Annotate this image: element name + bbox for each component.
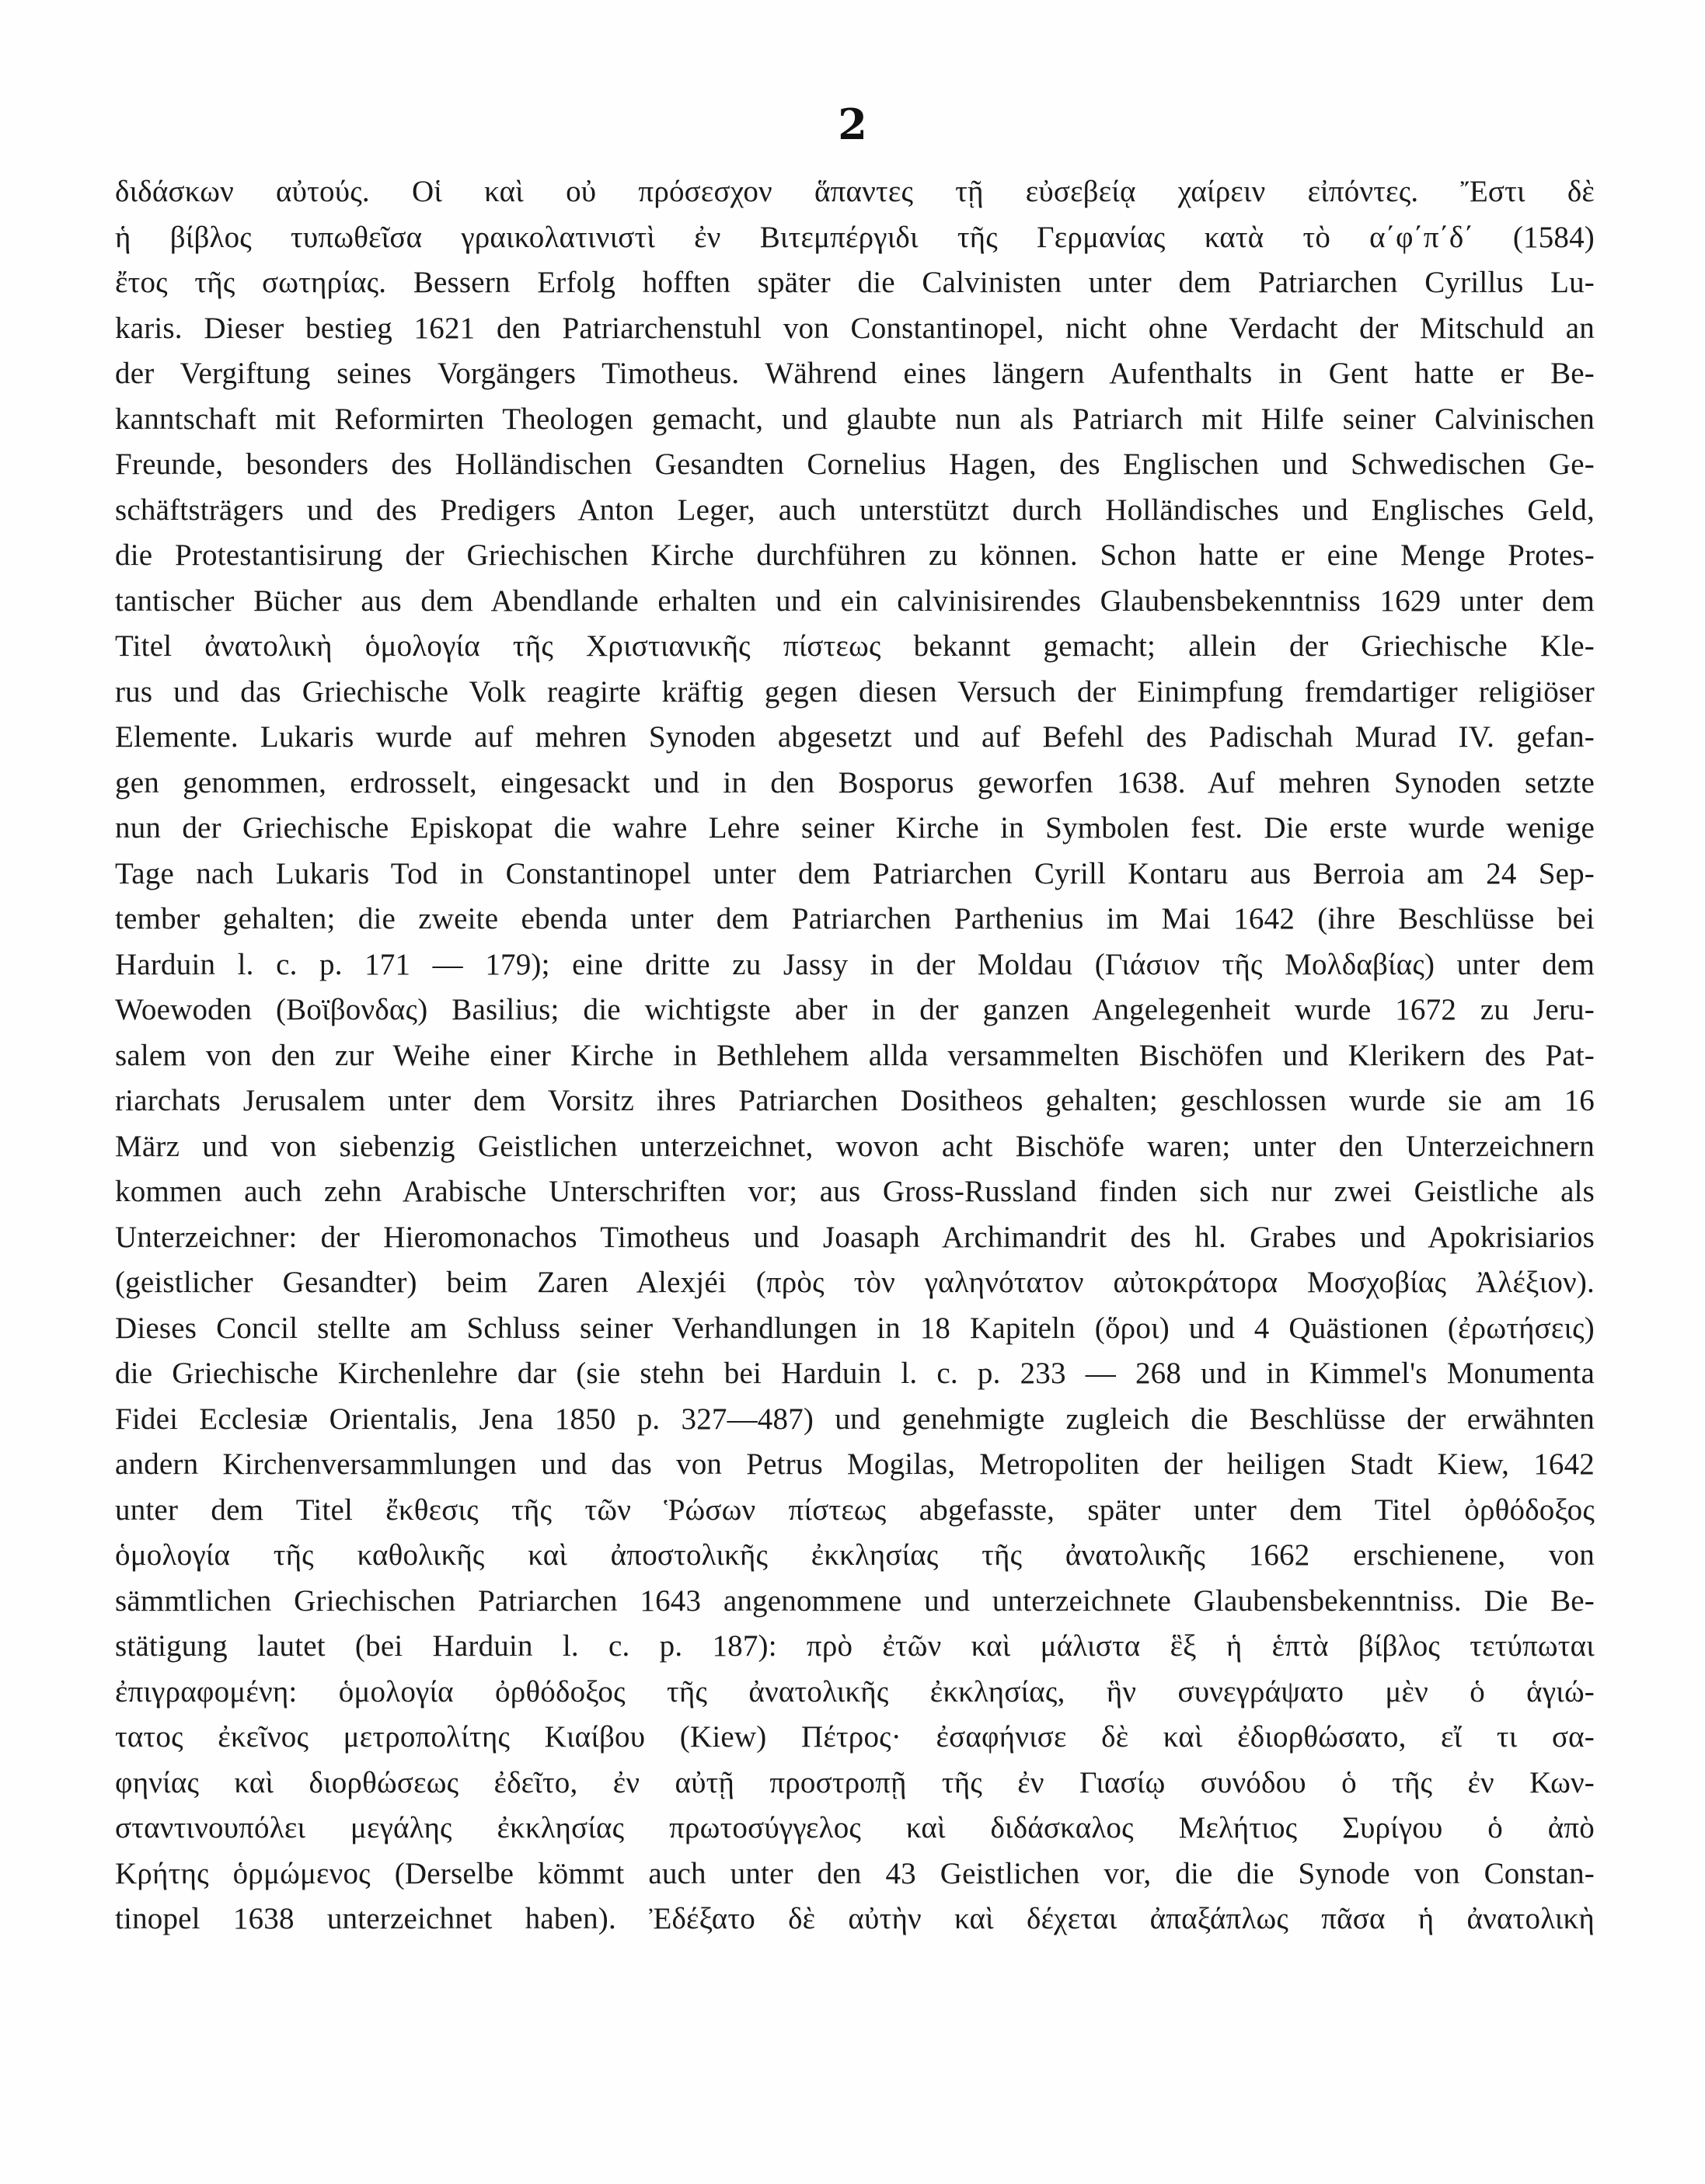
body-text <box>115 169 1595 1942</box>
text-line: tinopel 1638 unterzeichnet haben). Ἐδέξατο δὲ αὐτὴν καὶ δέχεται ἀπαξάπλως πᾶσα ἡ ἀνατολικὴ <box>115 1902 1595 1935</box>
text-line: Unterzeichner: der Hieromonachos Timotheus und Joasaph Archimandrit des hl. Grabes und Apokrisiarios <box>115 1220 1595 1254</box>
text-line: stätigung lautet (bei Harduin l. c. p. 187): πρὸ ἐτῶν καὶ μάλιστα ἓξ ἡ ἑπτὰ βίβλος τετύπωται <box>115 1629 1595 1663</box>
text-line: διδάσκων αὐτούς. Οἱ καὶ οὐ πρόσεσχον ἅπαντες τῇ εὐσεβείᾳ χαίρειν εἰπόντες. Ἔστι δὲ <box>115 175 1595 208</box>
text-line: der Vergiftung seines Vorgängers Timotheus. Während eines längern Aufenthalts in Gent hatte er Be- <box>115 357 1595 390</box>
text-line: rus und das Griechische Volk reagirte kräftig gegen diesen Versuch der Einimpfung fremdartiger religiöser <box>115 674 1595 709</box>
text-line: kanntschaft mit Reformirten Theologen gemacht, und glaubte nun als Patriarch mit Hilfe seiner Calvinischen <box>115 402 1595 436</box>
text-line: andern Kirchenversammlungen und das von Petrus Mogilas, Metropoliten der heiligen Stadt Kiew, 1642 <box>115 1447 1595 1481</box>
text-line: Dieses Concil stellte am Schluss seiner Verhandlungen in 18 Kapiteln (ὅροι) und 4 Quästionen (ἐρωτήσεις) <box>115 1311 1595 1345</box>
text-line: nun der Griechische Episkopat die wahre Lehre seiner Kirche in Symbolen fest. Die erste wurde wenige <box>115 811 1595 845</box>
text-line: Titel ἀνατολικὴ ὁμολογία τῆς Χριστιανικῆς πίστεως bekannt gemacht; allein der Griechische Kle- <box>115 629 1595 663</box>
text-line: (geistlicher Gesandter) beim Zaren Alexjéi (πρὸς τὸν γαληνότατον αὐτοκράτορα Μοσχοβίας Ἀλέξιον). <box>115 1266 1595 1299</box>
text-line: tember gehalten; die zweite ebenda unter dem Patriarchen Parthenius im Mai 1642 (ihre Beschlüsse bei <box>115 902 1595 935</box>
text-line: gen genommen, erdrosselt, eingesackt und in den Bosporus geworfen 1638. Auf mehren Synoden setzte <box>115 765 1595 799</box>
text-line: karis. Dieser bestieg 1621 den Patriarchenstuhl von Constantinopel, nicht ohne Verdacht der Mitschuld an <box>115 311 1595 345</box>
text-line: Fidei Ecclesiæ Orientalis, Jena 1850 p. 327—487) und genehmigte zugleich die Beschlüsse der erwähnten <box>115 1402 1595 1436</box>
text-line: τατος ἐκεῖνος μετροπολίτης Κιαίβου (Kiew) Πέτρος· ἐσαφήνισε δὲ καὶ ἐδιορθώσατο, εἴ τι σα- <box>115 1720 1595 1754</box>
text-line: tantischer Bücher aus dem Abendlande erhalten und ein calvinisirendes Glaubensbekenntniss 1629 unter dem <box>115 583 1595 618</box>
text-line: ἐπιγραφομένη: ὁμολογία ὀρθόδοξος τῆς ἀνατολικῆς ἐκκλησίας, ἣν συνεγράψατο μὲν ὁ ἁγιώ- <box>115 1674 1595 1709</box>
text-line: Elemente. Lukaris wurde auf mehren Synoden abgesetzt und auf Befehl des Padischah Murad IV. gefan- <box>115 720 1595 754</box>
text-line: Freunde, besonders des Holländischen Gesandten Cornelius Hagen, des Englischen und Schwedischen Ge- <box>115 448 1595 481</box>
text-line: sämmtlichen Griechischen Patriarchen 1643 angenommene und unterzeichnete Glaubensbekenntniss. Die Be- <box>115 1583 1595 1618</box>
text-line: φηνίας καὶ διορθώσεως ἐδεῖτο, ἐν αὐτῇ προστροπῇ τῆς ἐν Γιασίῳ συνόδου ὁ τῆς ἐν Κων- <box>115 1765 1595 1799</box>
text-line: die Griechische Kirchenlehre dar (sie stehn bei Harduin l. c. p. 233 — 268 und in Kimmel's Monumenta <box>115 1357 1595 1390</box>
text-line: unter dem Titel ἔκθεσις τῆς τῶν Ῥώσων πίστεως abgefasste, später unter dem Titel ὀρθόδοξος <box>115 1493 1595 1527</box>
text-line: ἡ βίβλος τυπωθεῖσα γραικολατινιστὶ ἐν Βιτεμπέργιδι τῆς Γερμανίας κατὰ τὸ α΄φ΄π΄δ΄ (1584) <box>115 220 1595 254</box>
text-line: die Protestantisirung der Griechischen Kirche durchführen zu können. Schon hatte er eine Menge Protes- <box>115 538 1595 572</box>
text-line: kommen auch zehn Arabische Unterschriften vor; aus Gross-Russland finden sich nur zwei Geistliche als <box>115 1175 1595 1208</box>
text-line: riarchats Jerusalem unter dem Vorsitz ihres Patriarchen Dositheos gehalten; geschlossen wurde sie am 16 <box>115 1084 1595 1117</box>
text-line: Κρήτης ὁρμώμενος (Derselbe kömmt auch unter den 43 Geistlichen vor, die die Synode von Constan- <box>115 1856 1595 1890</box>
text-line: Woewoden (Βοϊβονδας) Basilius; die wichtigste aber in der ganzen Angelegenheit wurde 1672 zu Jeru- <box>115 993 1595 1026</box>
text-line: salem von den zur Weihe einer Kirche in Bethlehem allda versammelten Bischöfen und Klerikern des Pat- <box>115 1038 1595 1072</box>
text-line: σταντινουπόλει μεγάλης ἐκκλησίας πρωτοσύγγελος καὶ διδάσκαλος Μελήτιος Συρίγου ὁ ἀπὸ <box>115 1811 1595 1844</box>
text-line: ὁμολογία τῆς καθολικῆς καὶ ἀποστολικῆς ἐκκλησίας τῆς ἀνατολικῆς 1662 erschienene, von <box>115 1538 1595 1572</box>
text-line: ἔτος τῆς σωτηρίας. Bessern Erfolg hofften später die Calvinisten unter dem Patriarchen Cyrillus Lu- <box>115 266 1595 299</box>
text-line: schäftsträgers und des Predigers Anton Leger, auch unterstützt durch Holländisches und Englisches Geld, <box>115 493 1595 527</box>
text-line: Tage nach Lukaris Tod in Constantinopel unter dem Patriarchen Cyrill Kontaru aus Berroia am 24 Sep- <box>115 856 1595 890</box>
text-line: März und von siebenzig Geistlichen unterzeichnet, wovon acht Bischöfe waren; unter den Unterzeichnern <box>115 1129 1595 1163</box>
text-line: Harduin l. c. p. 171 — 179); eine dritte zu Jassy in der Moldau (Γιάσιον τῆς Μολδαβίας) unter dem <box>115 947 1595 981</box>
page-number: 2 <box>838 99 867 149</box>
